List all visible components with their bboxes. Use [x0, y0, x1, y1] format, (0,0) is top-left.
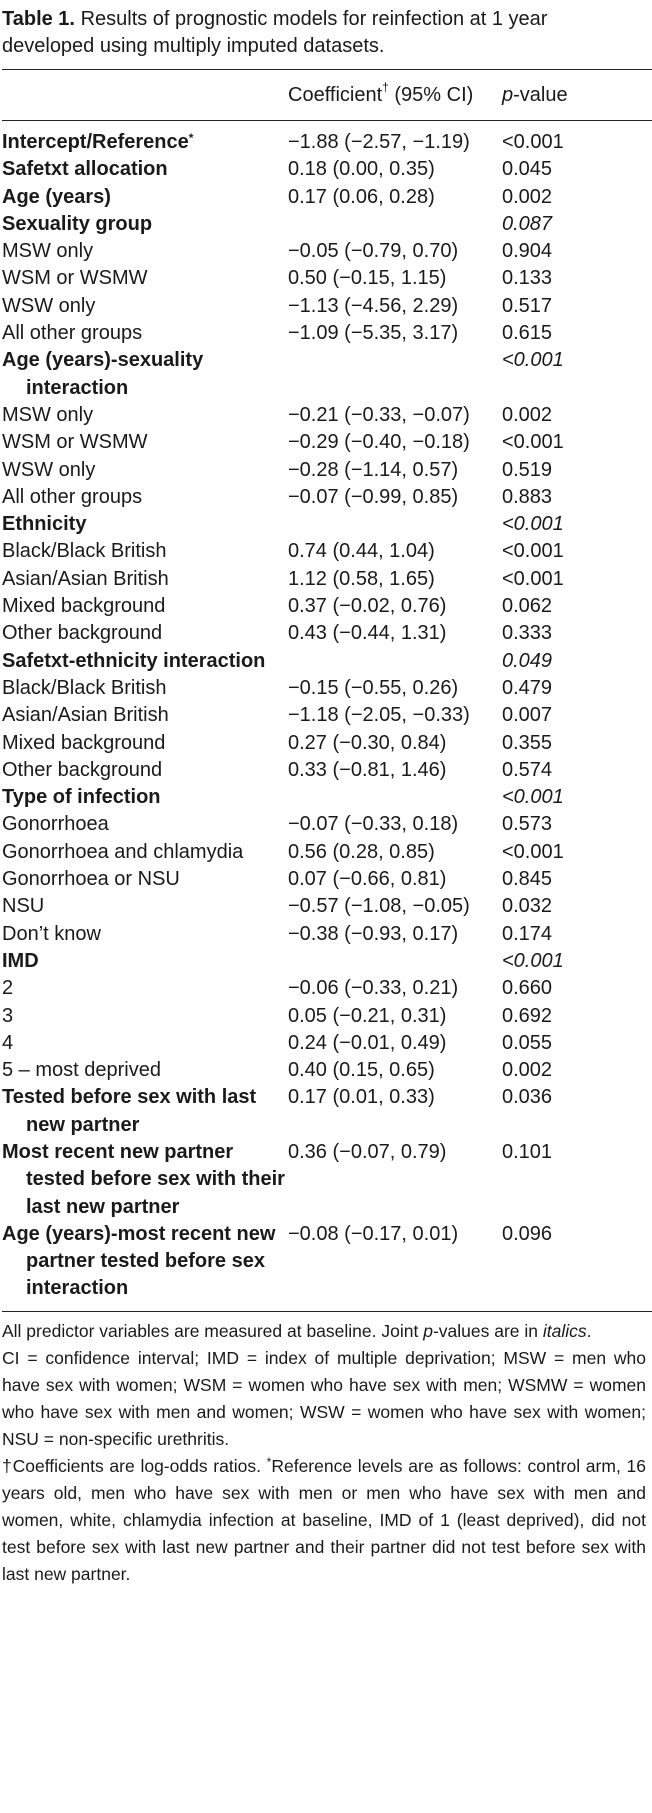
row-label: Age (years) [2, 185, 111, 208]
row-label: 2 [2, 977, 14, 1000]
table-row [2, 893, 652, 920]
row-coefficient: 0.27 (−0.30, 0.84) [288, 731, 447, 754]
row-p-value: <0.001 [502, 786, 564, 809]
row-label: Gonorrhoea and chlamydia [2, 840, 244, 863]
table-row [2, 921, 652, 948]
row-coefficient: 0.43 (−0.44, 1.31) [288, 622, 447, 645]
row-label: Gonorrhoea or NSU [2, 868, 180, 891]
table-caption [2, 6, 652, 60]
row-p-value: 0.355 [502, 731, 553, 754]
table-row [2, 1030, 652, 1057]
table-row [2, 1003, 652, 1030]
row-p-value: 0.002 [502, 1059, 553, 1082]
row-coefficient: −0.29 (−0.40, −0.18) [288, 431, 470, 454]
row-label: Safetxt allocation [2, 158, 168, 181]
table-row [2, 457, 652, 484]
row-p-value: 0.692 [502, 1004, 553, 1027]
row-label: 3 [2, 1004, 14, 1027]
row-p-value: 0.174 [502, 922, 553, 945]
row-label: MSW only [2, 240, 94, 263]
row-coefficient: −0.57 (−1.08, −0.05) [288, 895, 470, 918]
row-label: MSW only [2, 403, 94, 426]
table-row [2, 402, 652, 429]
row-label: WSM or WSMW [2, 267, 148, 290]
row-coefficient: −0.08 (−0.17, 0.01) [288, 1222, 459, 1245]
table-row-heading [2, 184, 652, 211]
row-p-value: <0.001 [502, 513, 564, 536]
row-p-value: 0.045 [502, 158, 553, 181]
row-coefficient: 0.18 (0.00, 0.35) [288, 158, 435, 181]
table-row-heading [2, 156, 652, 183]
row-p-value: 0.845 [502, 868, 553, 891]
table-row [2, 811, 652, 838]
row-label: Safetxt-ethnicity interaction [2, 649, 266, 672]
table-row-heading [2, 1139, 652, 1221]
row-coefficient: 0.37 (−0.02, 0.76) [288, 595, 447, 618]
row-coefficient: 0.24 (−0.01, 0.49) [288, 1031, 447, 1054]
table-footnotes [2, 1312, 652, 1588]
row-label: WSW only [2, 294, 96, 317]
table-row [2, 975, 652, 1002]
table-caption-label: Table 1. [2, 8, 75, 30]
row-label: Other background [2, 758, 163, 781]
row-p-value: 0.055 [502, 1031, 553, 1054]
table-row [2, 566, 652, 593]
row-p-value: 0.660 [502, 977, 553, 1000]
results-table [2, 129, 652, 1303]
row-label: All other groups [2, 322, 143, 345]
table-row-heading [2, 211, 652, 238]
table-row [2, 730, 652, 757]
row-coefficient: 0.33 (−0.81, 1.46) [288, 758, 447, 781]
table-row-heading [2, 1084, 652, 1139]
reference-mark: * [188, 131, 194, 145]
table-row-heading [2, 1221, 652, 1303]
table-row [2, 538, 652, 565]
table-row [2, 293, 652, 320]
row-coefficient: 0.50 (−0.15, 1.15) [288, 267, 447, 290]
row-label: Intercept/Reference* [2, 131, 194, 153]
table-row [2, 593, 652, 620]
table-row [2, 866, 652, 893]
row-label: Ethnicity [2, 513, 87, 536]
row-p-value: <0.001 [502, 431, 564, 454]
table-row-heading [2, 511, 652, 538]
row-label: Mixed background [2, 731, 166, 754]
row-p-value: 0.615 [502, 322, 553, 345]
row-coefficient: −1.18 (−2.05, −0.33) [288, 704, 470, 727]
table-row [2, 620, 652, 647]
row-p-value: <0.001 [502, 949, 564, 972]
row-label: Don’t know [2, 922, 101, 945]
header-coefficient: Coefficient† (95% CI) [288, 79, 474, 106]
table-row-heading [2, 648, 652, 675]
table-row-heading [2, 784, 652, 811]
row-label: WSW only [2, 458, 96, 481]
row-coefficient: −0.07 (−0.99, 0.85) [288, 485, 459, 508]
row-coefficient: −1.88 (−2.57, −1.19) [288, 131, 470, 153]
row-p-value: 0.517 [502, 294, 553, 317]
row-coefficient: 0.56 (0.28, 0.85) [288, 840, 435, 863]
row-coefficient: 1.12 (0.58, 1.65) [288, 567, 435, 590]
row-p-value: <0.001 [502, 840, 564, 863]
table-row [2, 702, 652, 729]
table-row [2, 484, 652, 511]
row-label: Gonorrhoea [2, 813, 109, 836]
results-table-body [2, 129, 652, 1303]
table-row-heading [2, 129, 652, 156]
row-p-value: 0.519 [502, 458, 553, 481]
row-p-value: 0.096 [502, 1222, 553, 1245]
table-row [2, 839, 652, 866]
header-p-value: p-value [502, 83, 568, 106]
row-p-value: 0.904 [502, 240, 553, 263]
row-coefficient: −1.13 (−4.56, 2.29) [288, 294, 459, 317]
row-coefficient [288, 948, 502, 975]
row-label: Type of infection [2, 786, 161, 809]
row-p-value: <0.001 [502, 349, 564, 372]
row-p-value: 0.087 [502, 212, 553, 235]
row-coefficient [288, 211, 502, 238]
row-p-value: 0.133 [502, 267, 553, 290]
row-p-value: 0.002 [502, 185, 553, 208]
table-row [2, 320, 652, 347]
footnote-abbreviations: CI = confidence interval; IMD = index of multiple deprivation; MSW = men who have sex with women; WSM = women who have sex with men; WSMW = women who have sex with men and women; WSW = women who have sex with women; NSU = non-specific urethritis. [2, 1347, 646, 1449]
table-row [2, 675, 652, 702]
row-coefficient: −0.28 (−1.14, 0.57) [288, 458, 459, 481]
header-rule [2, 120, 652, 121]
row-p-value: 0.101 [502, 1140, 553, 1163]
row-coefficient: 0.36 (−0.07, 0.79) [288, 1140, 447, 1163]
table-caption-text: Results of prognostic models for reinfection at 1 year developed using multiply imputed datasets. [2, 8, 548, 57]
row-label: 4 [2, 1031, 14, 1054]
row-p-value: <0.001 [502, 567, 564, 590]
row-coefficient [288, 784, 502, 811]
table-row [2, 757, 652, 784]
row-label: All other groups [2, 485, 143, 508]
footnote-italics: All predictor variables are measured at baseline. Joint p-values are in italics. [2, 1320, 592, 1341]
table-row-heading [2, 347, 652, 402]
table-header [2, 70, 652, 120]
row-p-value: 0.573 [502, 813, 553, 836]
row-coefficient: 0.17 (0.01, 0.33) [288, 1086, 435, 1109]
footnote-coefficients: †Coefficients are log-odds ratios. *Reference levels are as follows: control arm, 16 years old, men who have sex with men or men who have sex with men and women, white, chlamydia infection at baseline, IMD of 1 (least deprived), did not test before sex with last new partner and their partner did not test before sex with last new partner. [2, 1454, 646, 1584]
row-p-value: 0.574 [502, 758, 553, 781]
row-label: Asian/Asian British [2, 567, 169, 590]
table-row [2, 1057, 652, 1084]
row-p-value: 0.883 [502, 485, 553, 508]
row-label: Most recent new partner tested before sex with their last new partner [2, 1140, 285, 1218]
row-p-value: 0.062 [502, 595, 553, 618]
row-p-value: 0.002 [502, 403, 553, 426]
table-row [2, 265, 652, 292]
row-label: 5 – most deprived [2, 1059, 161, 1082]
row-label: Sexuality group [2, 212, 153, 235]
row-coefficient: 0.74 (0.44, 1.04) [288, 540, 435, 563]
row-coefficient: 0.40 (0.15, 0.65) [288, 1059, 435, 1082]
row-p-value: <0.001 [502, 540, 564, 563]
table-row [2, 429, 652, 456]
row-coefficient [288, 511, 502, 538]
row-coefficient: −0.05 (−0.79, 0.70) [288, 240, 459, 263]
row-label: Age (years)-most recent new partner tested before sex interaction [2, 1222, 276, 1300]
row-coefficient: −0.38 (−0.93, 0.17) [288, 922, 459, 945]
row-p-value: 0.036 [502, 1086, 553, 1109]
row-label: Other background [2, 622, 163, 645]
row-label: Asian/Asian British [2, 704, 169, 727]
row-coefficient: −1.09 (−5.35, 3.17) [288, 322, 459, 345]
row-label: IMD [2, 949, 39, 972]
row-p-value: 0.479 [502, 676, 553, 699]
row-label: WSM or WSMW [2, 431, 148, 454]
row-coefficient [288, 347, 502, 402]
row-label: Black/Black British [2, 540, 167, 563]
row-coefficient: −0.07 (−0.33, 0.18) [288, 813, 459, 836]
row-label: Mixed background [2, 595, 166, 618]
row-label: Black/Black British [2, 676, 167, 699]
row-p-value: <0.001 [502, 131, 564, 153]
row-coefficient: 0.05 (−0.21, 0.31) [288, 1004, 447, 1027]
row-label: Tested before sex with last new partner [2, 1086, 257, 1136]
row-coefficient: −0.15 (−0.55, 0.26) [288, 676, 459, 699]
row-p-value: 0.049 [502, 649, 553, 672]
row-coefficient: −0.21 (−0.33, −0.07) [288, 403, 470, 426]
row-p-value: 0.333 [502, 622, 553, 645]
row-coefficient: 0.17 (0.06, 0.28) [288, 185, 435, 208]
row-coefficient: −0.06 (−0.33, 0.21) [288, 977, 459, 1000]
row-p-value: 0.032 [502, 895, 553, 918]
row-coefficient [288, 648, 502, 675]
row-p-value: 0.007 [502, 704, 553, 727]
row-label: Age (years)-sexuality interaction [2, 349, 204, 399]
table-row [2, 238, 652, 265]
row-coefficient: 0.07 (−0.66, 0.81) [288, 868, 447, 891]
dagger-mark: † [382, 79, 389, 94]
row-label: NSU [2, 895, 45, 918]
table-row-heading [2, 948, 652, 975]
